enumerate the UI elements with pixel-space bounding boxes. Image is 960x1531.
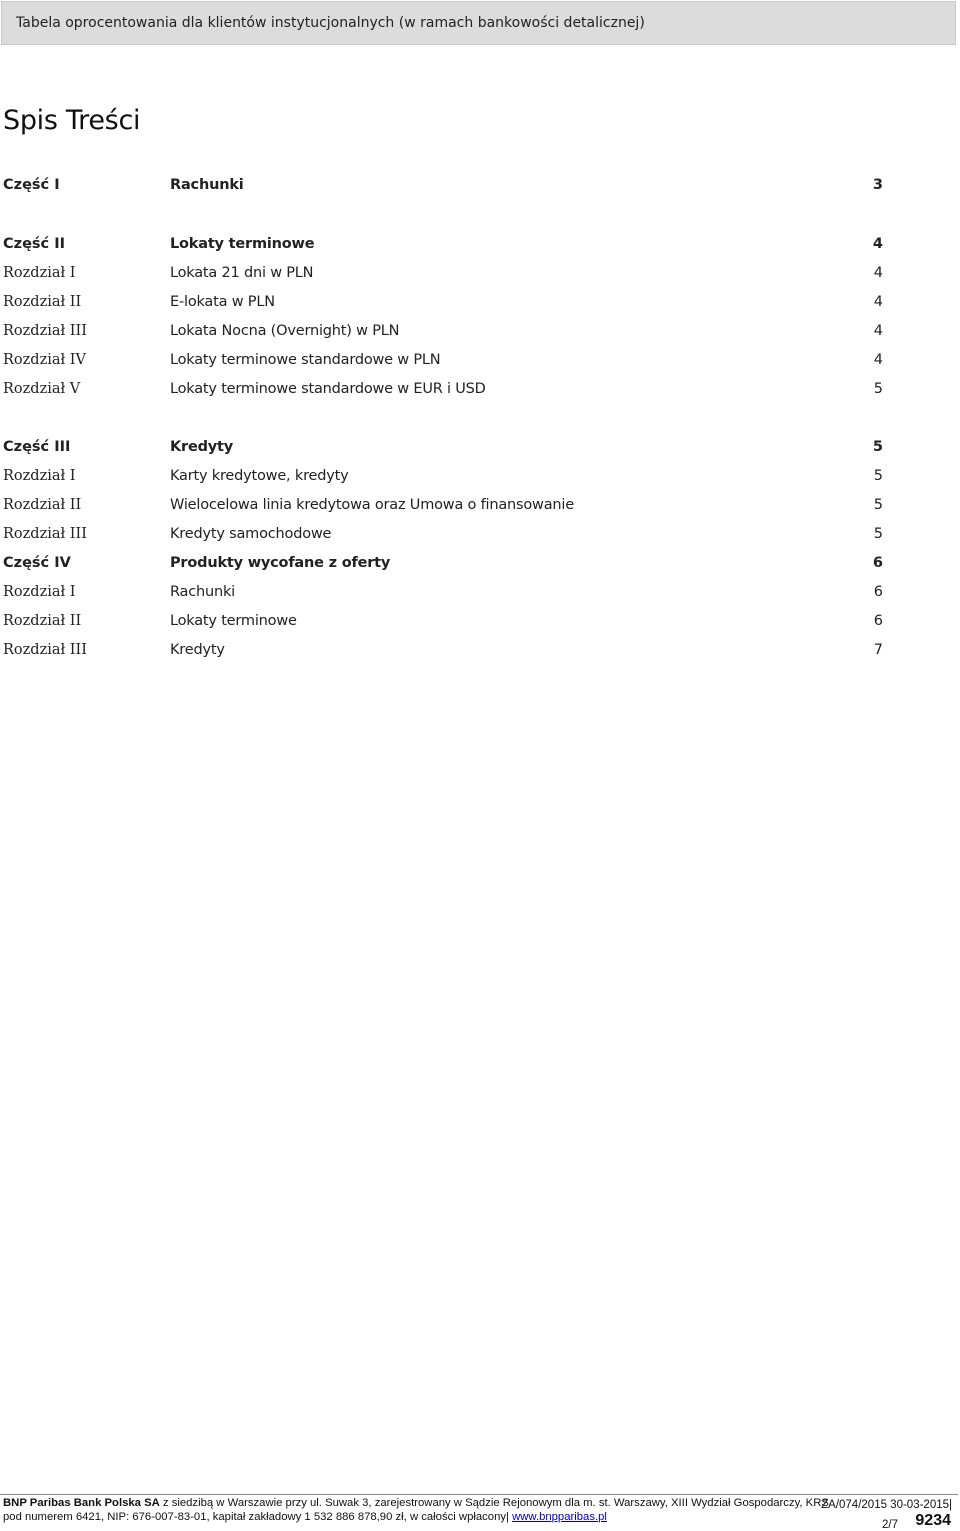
- toc-row-label: Rozdział IV: [3, 352, 86, 368]
- toc-row-page-number: 4: [872, 236, 883, 252]
- toc-row-page-number: 6: [872, 555, 883, 571]
- toc-row-title: Rachunki: [170, 584, 236, 600]
- footer-legal-text-2: pod numerem 6421, NIP: 676-007-83-01, kapitał zakładowy 1 532 886 878,90 zł, w całości wpłacony|: [3, 1511, 513, 1523]
- toc-row-title: Lokata Nocna (Overnight) w PLN: [170, 323, 400, 339]
- footer-website-link[interactable]: www.bnpparibas.pl: [512, 1511, 607, 1523]
- toc-row-title: E-lokata w PLN: [170, 294, 275, 310]
- toc-chapter-row[interactable]: [3, 349, 883, 371]
- toc-row-page-number: 7: [873, 642, 883, 658]
- toc-row-label: Rozdział V: [3, 381, 81, 397]
- toc-row-title: Lokaty terminowe: [170, 236, 315, 252]
- toc-row-title: Rachunki: [170, 177, 244, 193]
- footer-divider: [0, 1494, 958, 1495]
- toc-row-page-number: 5: [873, 381, 883, 397]
- toc-row-page-number: 4: [873, 352, 883, 368]
- toc-row-page-number: 4: [873, 323, 883, 339]
- footer-legal-text-1: z siedzibą w Warszawie przy ul. Suwak 3, zarejestrowany w Sądzie Rejonowym dla m. st. Warszawy, XIII Wydział Gospodarczy, KRS: [159, 1497, 829, 1509]
- toc-row-title: Kredyty samochodowe: [170, 526, 332, 542]
- toc-row-page-number: 5: [872, 439, 883, 455]
- toc-row-label: Część II: [3, 236, 65, 252]
- toc-row-label: Rozdział III: [3, 526, 87, 542]
- footer-doc-code: 9234: [915, 1512, 951, 1529]
- footer-page-number: 2/7: [882, 1519, 898, 1531]
- toc-row-title: Lokaty terminowe: [170, 613, 297, 629]
- toc-row-label: Rozdział III: [3, 642, 87, 658]
- toc-row-label: Część IV: [3, 555, 71, 571]
- toc-row-title: Wielocelowa linia kredytowa oraz Umowa o finansowanie: [170, 497, 574, 513]
- toc-chapter-row[interactable]: [3, 581, 883, 603]
- toc-part-row[interactable]: [3, 174, 883, 196]
- toc-chapter-row[interactable]: [3, 639, 883, 661]
- document-header-title: Tabela oprocentowania dla klientów instytucjonalnych (w ramach bankowości detalicznej): [16, 15, 645, 31]
- toc-row-title: Kredyty: [170, 642, 225, 658]
- toc-row-title: Karty kredytowe, kredyty: [170, 468, 349, 484]
- toc-chapter-row[interactable]: [3, 465, 883, 487]
- toc-row-label: Część I: [3, 177, 60, 193]
- toc-row-label: Część III: [3, 439, 71, 455]
- toc-row-title: Kredyty: [170, 439, 234, 455]
- toc-row-page-number: 4: [873, 265, 883, 281]
- toc-row-label: Rozdział I: [3, 265, 76, 281]
- toc-row-page-number: 5: [873, 526, 883, 542]
- toc-row-page-number: 6: [873, 584, 883, 600]
- toc-row-label: Rozdział II: [3, 613, 82, 629]
- toc-title: Spis Treści: [3, 105, 141, 136]
- toc-row-page-number: 4: [873, 294, 883, 310]
- toc-row-title: Lokata 21 dni w PLN: [170, 265, 314, 281]
- document-header-bar: [1, 1, 956, 45]
- footer-legal-line-1: [3, 1497, 829, 1509]
- toc-row-label: Rozdział II: [3, 497, 82, 513]
- toc-row-page-number: 5: [873, 497, 883, 513]
- toc-row-page-number: 3: [872, 177, 883, 193]
- toc-row-label: Rozdział I: [3, 468, 76, 484]
- toc-row-title: Lokaty terminowe standardowe w EUR i USD: [170, 381, 486, 397]
- toc-chapter-row[interactable]: [3, 262, 883, 284]
- toc-chapter-row[interactable]: [3, 523, 883, 545]
- toc-chapter-row[interactable]: [3, 320, 883, 342]
- toc-chapter-row[interactable]: [3, 291, 883, 313]
- toc-row-label: Rozdział II: [3, 294, 82, 310]
- toc-chapter-row[interactable]: [3, 494, 883, 516]
- footer-doc-reference: ZA/074/2015 30-03-2015|: [821, 1499, 952, 1511]
- toc-chapter-row[interactable]: [3, 378, 883, 400]
- toc-row-title: Lokaty terminowe standardowe w PLN: [170, 352, 441, 368]
- toc-row-label: Rozdział III: [3, 323, 87, 339]
- toc-row-label: Rozdział I: [3, 584, 76, 600]
- toc-chapter-row[interactable]: [3, 610, 883, 632]
- toc-part-row[interactable]: [3, 233, 883, 255]
- toc-part-row[interactable]: [3, 436, 883, 458]
- footer-legal-line-2: [3, 1511, 607, 1523]
- toc-row-page-number: 6: [873, 613, 883, 629]
- toc-row-page-number: 5: [873, 468, 883, 484]
- toc-row-title: Produkty wycofane z oferty: [170, 555, 391, 571]
- toc-part-row[interactable]: [3, 552, 883, 574]
- footer-company-name: BNP Paribas Bank Polska SA: [3, 1497, 160, 1509]
